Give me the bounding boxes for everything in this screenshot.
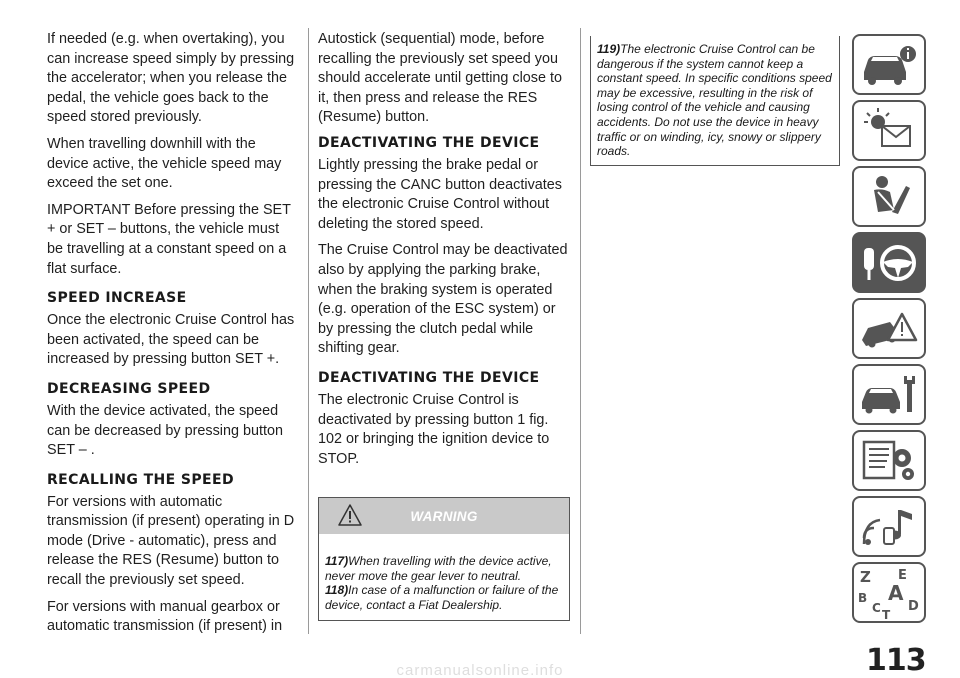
- specs-gear-icon: [854, 432, 924, 489]
- note-text: In case of a malfunction or failure of the device, contact a Fiat Dealership.: [325, 583, 559, 613]
- nav-item-getting-to-know-car[interactable]: [852, 34, 926, 95]
- important-note: IMPORTANT Before pressing the SET + or SET – buttons, the vehicle must be travelling at a constant speed on a flat surface.: [47, 201, 291, 277]
- index-letter: E: [898, 568, 907, 583]
- warning-note: [325, 583, 563, 612]
- accident-icon: [854, 300, 924, 357]
- heading-speed-increase: SPEED INCREASE: [47, 290, 187, 307]
- heading-decreasing-speed: DECREASING SPEED: [47, 380, 211, 397]
- warning-title: WARNING: [410, 509, 478, 525]
- paragraph: If needed (e.g. when overtaking), you can increase speed simply by pressing the accelerator; when you release the pedal, the vehicle goes back to the speed stored previously.: [47, 31, 295, 126]
- paragraph: Autostick (sequential) mode, before recalling the previously set speed you should accelerate until getting close to it, then press and release the RES (Resume) button.: [318, 31, 562, 126]
- column-divider: [580, 28, 581, 634]
- index-letter: C: [872, 601, 881, 615]
- index-letter: B: [858, 591, 868, 605]
- multimedia-icon: [854, 498, 924, 555]
- nav-item-emergency[interactable]: [852, 298, 926, 359]
- warning-header: [319, 498, 569, 534]
- note-text: When travelling with the device active, never move the gear lever to neutral.: [325, 554, 552, 583]
- index-letter: A: [888, 581, 904, 605]
- heading-recalling-speed: RECALLING THE SPEED: [47, 471, 234, 488]
- index-letters-icon: [854, 564, 924, 621]
- note-number: 118): [325, 583, 349, 598]
- warning-note: [325, 554, 563, 583]
- car-wrench-icon: [854, 366, 924, 423]
- paragraph: For versions with automatic transmission (if present) operating in D mode (Drive - automatic), press and release the RES (Resume) button to recall the previously set speed.: [47, 493, 295, 589]
- nav-item-servicing[interactable]: [852, 364, 926, 425]
- nav-item-multimedia[interactable]: [852, 496, 926, 557]
- nav-item-index[interactable]: [852, 562, 926, 623]
- footer-watermark: carmanualsonline.info: [396, 662, 564, 678]
- index-letter: D: [908, 599, 919, 614]
- note-number: 119): [597, 42, 621, 56]
- column-1: [47, 30, 299, 644]
- nav-item-starting-driving[interactable]: [852, 232, 926, 293]
- paragraph: The electronic Cruise Control is deactivated by pressing button 1 fig. 102 or bringing the ignition device to STOP.: [318, 391, 550, 467]
- nav-item-dashboard-lights[interactable]: [852, 100, 926, 161]
- heading-deactivating-device: DEACTIVATING THE DEVICE: [318, 369, 540, 386]
- warning-box: [318, 497, 570, 620]
- caution-note-box: [590, 36, 840, 166]
- column-divider: [308, 28, 309, 634]
- index-letter: T: [882, 608, 891, 621]
- paragraph: With the device activated, the speed can be decreased by pressing button SET – .: [47, 402, 284, 459]
- nav-item-safety[interactable]: [852, 166, 926, 227]
- paragraph: When travelling downhill with the device active, the vehicle speed may exceed the set one.: [47, 135, 282, 192]
- paragraph: For versions with manual gearbox or automatic transmission (if present) in: [47, 598, 283, 635]
- paragraph: Once the electronic Cruise Control has been activated, the speed can be increased by pressing button SET +.: [47, 312, 295, 368]
- index-letter: Z: [860, 568, 871, 586]
- page-number: 113: [866, 643, 926, 678]
- paragraph: Lightly pressing the brake pedal or pressing the CANC button deactivates the electronic Cruise Control without deleting the stored speed.: [318, 156, 562, 232]
- heading-deactivating-device: DEACTIVATING THE DEVICE: [318, 134, 540, 151]
- caution-note: [597, 42, 834, 159]
- key-steering-wheel-icon: [854, 234, 924, 291]
- safety-seat-icon: [854, 168, 924, 225]
- warning-body: [319, 534, 569, 619]
- warning-lights-envelope-icon: [854, 102, 924, 159]
- column-2: [318, 30, 570, 621]
- note-text: The electronic Cruise Control can be dangerous if the system cannot keep a constant speed. In specific conditions speed may be excessive, resulting in the risk of losing control of the vehicle and causing accidents. Do not use the device in heavy traffic or on winding, icy, snowy or slippery roads.: [597, 42, 832, 159]
- car-info-icon: [854, 36, 924, 93]
- nav-item-technical-data[interactable]: [852, 430, 926, 491]
- paragraph: The Cruise Control may be deactivated also by applying the parking brake, when the braking system is operated (e.g. operation of the ESC system) or by pressing the clutch pedal while shifting gear.: [318, 242, 568, 357]
- note-number: 117): [325, 554, 349, 569]
- chapter-navigation: [852, 34, 926, 628]
